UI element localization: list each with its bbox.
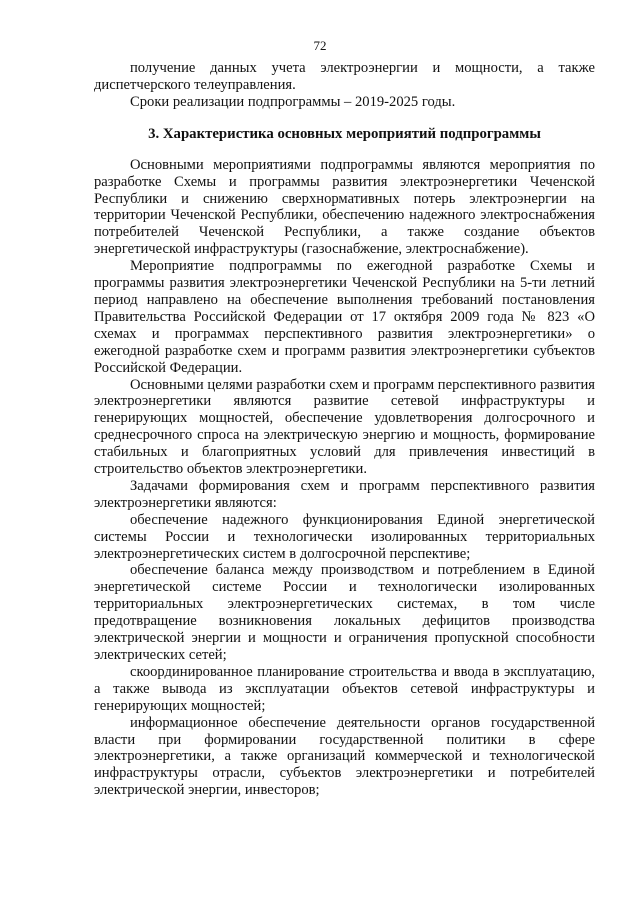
- paragraph-annual-scheme: Мероприятие подпрограммы по ежегодной разработке Схемы и программы развития электроэнергетики Чеченской Республики на 5-ти летний период направлено на обеспечение выполнения требований постановления Правительства Российской Федерации от 17 октября 2009 года № 823 «О схемах и программах перспективного развития электроэнергетики» о ежегодной разработке схем и программ развития электроэнергетики субъектов Российской Федерации.: [94, 258, 595, 376]
- paragraph-implementation-period: Сроки реализации подпрограммы – 2019-2025 годы.: [130, 93, 456, 110]
- list-item-information-support: информационное обеспечение деятельности органов государственной власти при формировании государственной политики в сфере электроэнергетики, а также организаций коммерческой и технологической инфраструктуры отрасли, субъектов электроэнергетики и потребителей электрической энергии, инвесторов;: [94, 714, 595, 799]
- paragraph-data-acquisition: получение данных учета электроэнергии и мощности, а также диспетчерского телеуправления.: [94, 60, 595, 93]
- section-heading: 3. Характеристика основных мероприятий подпрограммы: [148, 125, 541, 142]
- list-item-balance: обеспечение баланса между производством и потреблением в Единой энергетической системе России и технологически изолированных территориальных электроэнергетических системах, в том числе предотвращение возникновения локальных дефицитов производства электрической энергии и мощности и ограничения пропускной способности электрических сетей;: [94, 562, 595, 663]
- paragraph-tasks-intro: Задачами формирования схем и программ перспективного развития электроэнергетики являются:: [94, 477, 595, 511]
- paragraph-development-goals: Основными целями разработки схем и программ перспективного развития электроэнергетики являются развитие сетевой инфраструктуры и генерирующих мощностей, обеспечение удовлетворения долгосрочного и среднесрочного спроса на электрическую энергию и мощность, формирование стабильных и благоприятных условий для привлечения инвестиций в строительство объектов электроэнергетики.: [94, 376, 595, 478]
- list-item-reliable-operation: обеспечение надежного функционирования Единой энергетической системы России и технологически изолированных территориальных электроэнергетических систем в долгосрочной перспективе;: [94, 511, 595, 562]
- paragraph-main-measures: Основными мероприятиями подпрограммы являются мероприятия по разработке Схемы и программы развития электроэнергетики Чеченской Республики и снижению сверхнормативных потерь электроэнергии на территории Чеченской Республики, обеспечению надежного электроснабжения потребителей Чеченской Республики, а также создание объектов энергетической инфраструктуры (газоснабжение, электроснабжение).: [94, 156, 595, 258]
- list-item-coordinated-planning: скоординированное планирование строительства и ввода в эксплуатацию, а также вывода из эксплуатации объектов сетевой инфраструктуры и генерирующих мощностей;: [94, 663, 595, 714]
- page-number: 72: [313, 38, 327, 53]
- page-content: [94, 60, 595, 799]
